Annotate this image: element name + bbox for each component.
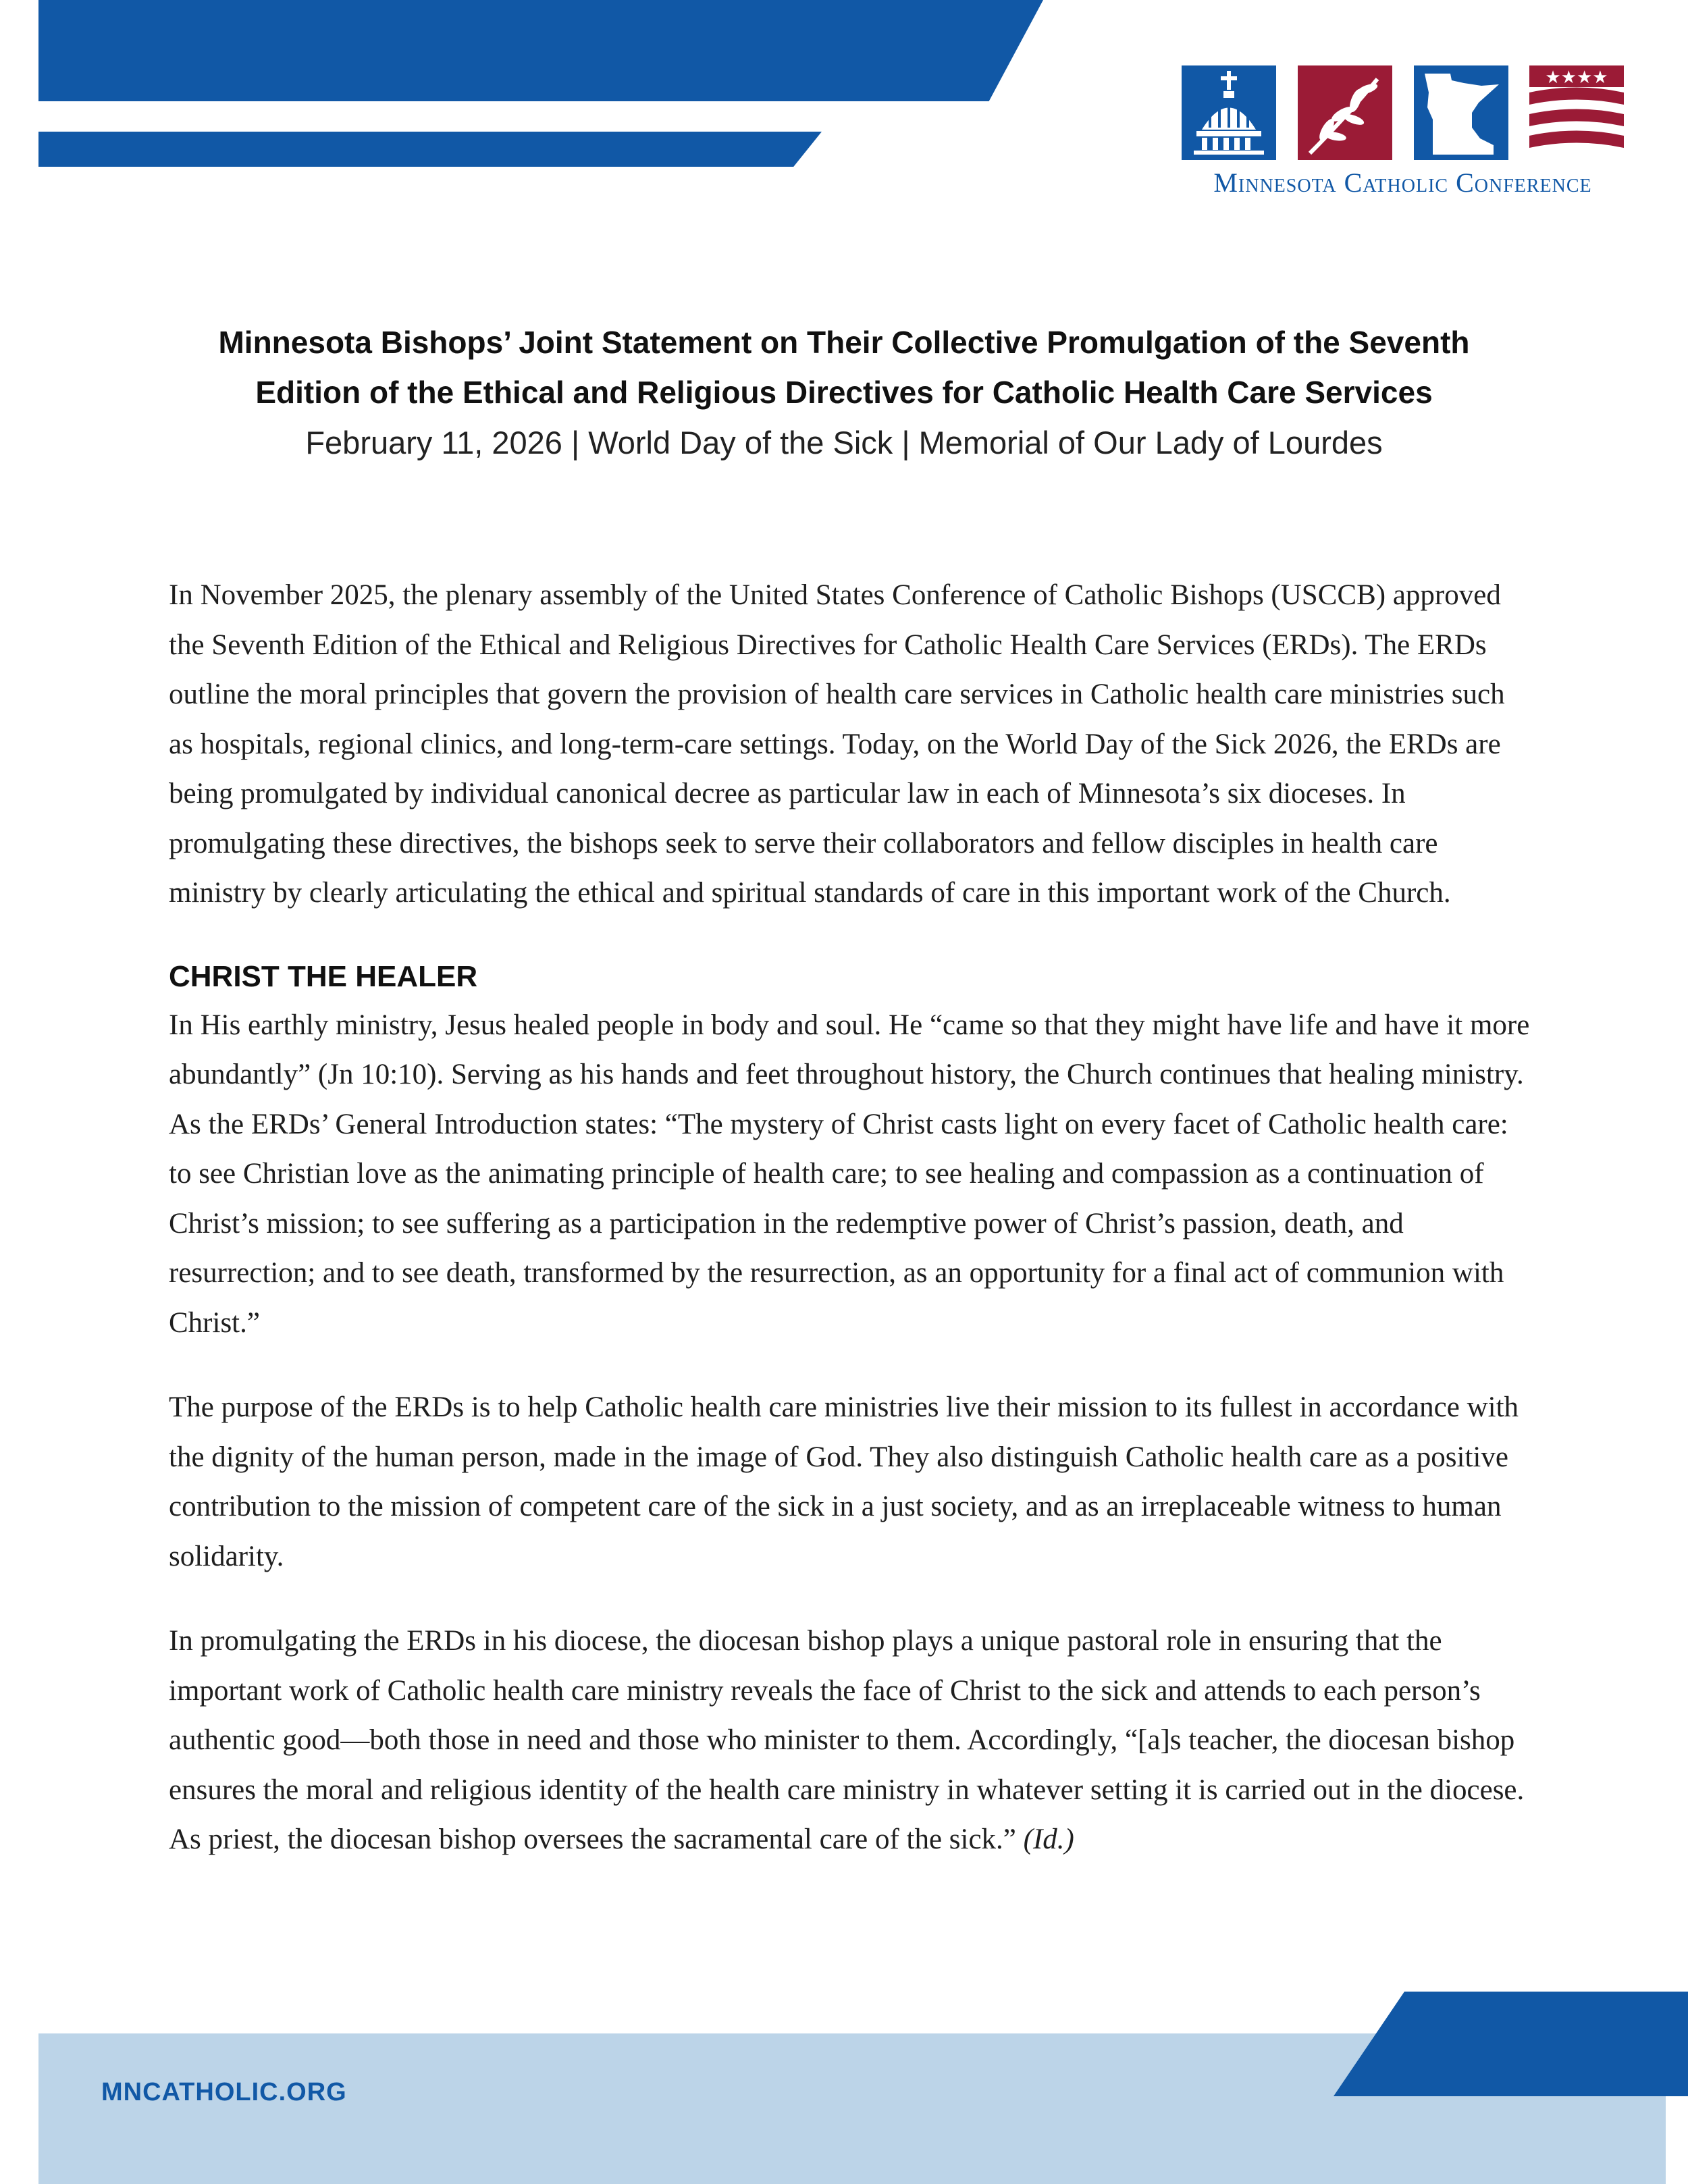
body-paragraph-3: [169, 1616, 1533, 1865]
title-line-2: Edition of the Ethical and Religious Directives for Catholic Health Care Services: [255, 375, 1433, 410]
mcc-logo[interactable]: [1182, 65, 1624, 207]
logo-tiles: [1182, 65, 1624, 160]
org-name: Minnesota Catholic Conference: [1213, 167, 1592, 198]
intro-paragraph: In November 2025, the plenary assembly of the United States Conference of Catholic Bishops (USCCB) approved the Seventh Edition of the Ethical and Religious Directives for Catholic Health Care Services (ERDs). The ERDs outline the moral principles that govern the provision of health care services in Catholic health care ministries such as hospitals, regional clinics, and long-term-care settings. Today, on the World Day of the Sick 2026, the ERDs are being promulgated by individual canonical decree as particular law in each of Minnesota’s six dioceses. In promulgating these directives, the bishops seek to serve their collaborators and fellow disciples in health care ministry by clearly articulating the ethical and spiritual standards of care in this important work of the Church.: [169, 579, 1505, 909]
capitol-dome-icon: [1182, 65, 1276, 160]
body-paragraph-3-text: In promulgating the ERDs in his diocese, the diocesan bishop plays a unique pastoral role in ensuring that the important work of Catholic health care ministry reveals the face of Christ to the sick and attends to each person’s authentic good—both those in need and those who minister to them. Accordingly, “[a]s teacher, the diocesan bishop ensures the moral and religious identity of the health care ministry in whatever setting it is carried out in the diocese. As priest, the diocesan bishop oversees the sacramental care of the sick.”: [169, 1625, 1525, 1855]
svg-text:★★★★: ★★★★: [1545, 68, 1608, 88]
header-accent-bar-bottom: [38, 132, 822, 167]
section-heading: CHRIST THE HEALER: [169, 959, 478, 993]
body-paragraph-2: The purpose of the ERDs is to help Catholic health care ministries live their mission to its fullest in accordance with the dignity of the human person, made in the image of God. They also distinguish Catholic health care as a positive contribution to the mission of competent care of the sick in a just society, and as an irreplaceable witness to human solidarity.: [169, 1391, 1519, 1572]
title-subtitle: February 11, 2026 | World Day of the Sick | Memorial of Our Lady of Lourdes: [305, 425, 1383, 460]
body-paragraph-1: In His earthly ministry, Jesus healed people in body and soul. He “came so that they might have life and have it more abundantly” (Jn 10:10). Serving as his hands and feet throughout history, the Church continues that healing ministry. As the ERDs’ General Introduction states: “The mystery of Christ casts light on every facet of Catholic health care: to see Christian love as the animating principle of health care; to see healing and compassion as a continuation of Christ’s mission; to see suffering as a participation in the redemptive power of Christ’s passion, death, and resurrection; and to see death, transformed by the resurrection, as an opportunity for a final act of communion with Christ.”: [169, 1009, 1530, 1339]
title-line-1: Minnesota Bishops’ Joint Statement on Their Collective Promulgation of the Seventh: [218, 325, 1470, 360]
footer-corner-accent: [1334, 1992, 1688, 2096]
olive-branch-icon: [1298, 65, 1392, 160]
header-accent-bar-top: [38, 0, 1043, 101]
citation: (Id.): [1023, 1823, 1074, 1855]
title-block: [68, 317, 1620, 469]
footer-website-link[interactable]: MNCATHOLIC.ORG: [101, 2078, 347, 2106]
statement-body: [169, 570, 1533, 1865]
flag-stars-icon: [1529, 65, 1624, 160]
minnesota-map-icon: [1414, 65, 1508, 160]
